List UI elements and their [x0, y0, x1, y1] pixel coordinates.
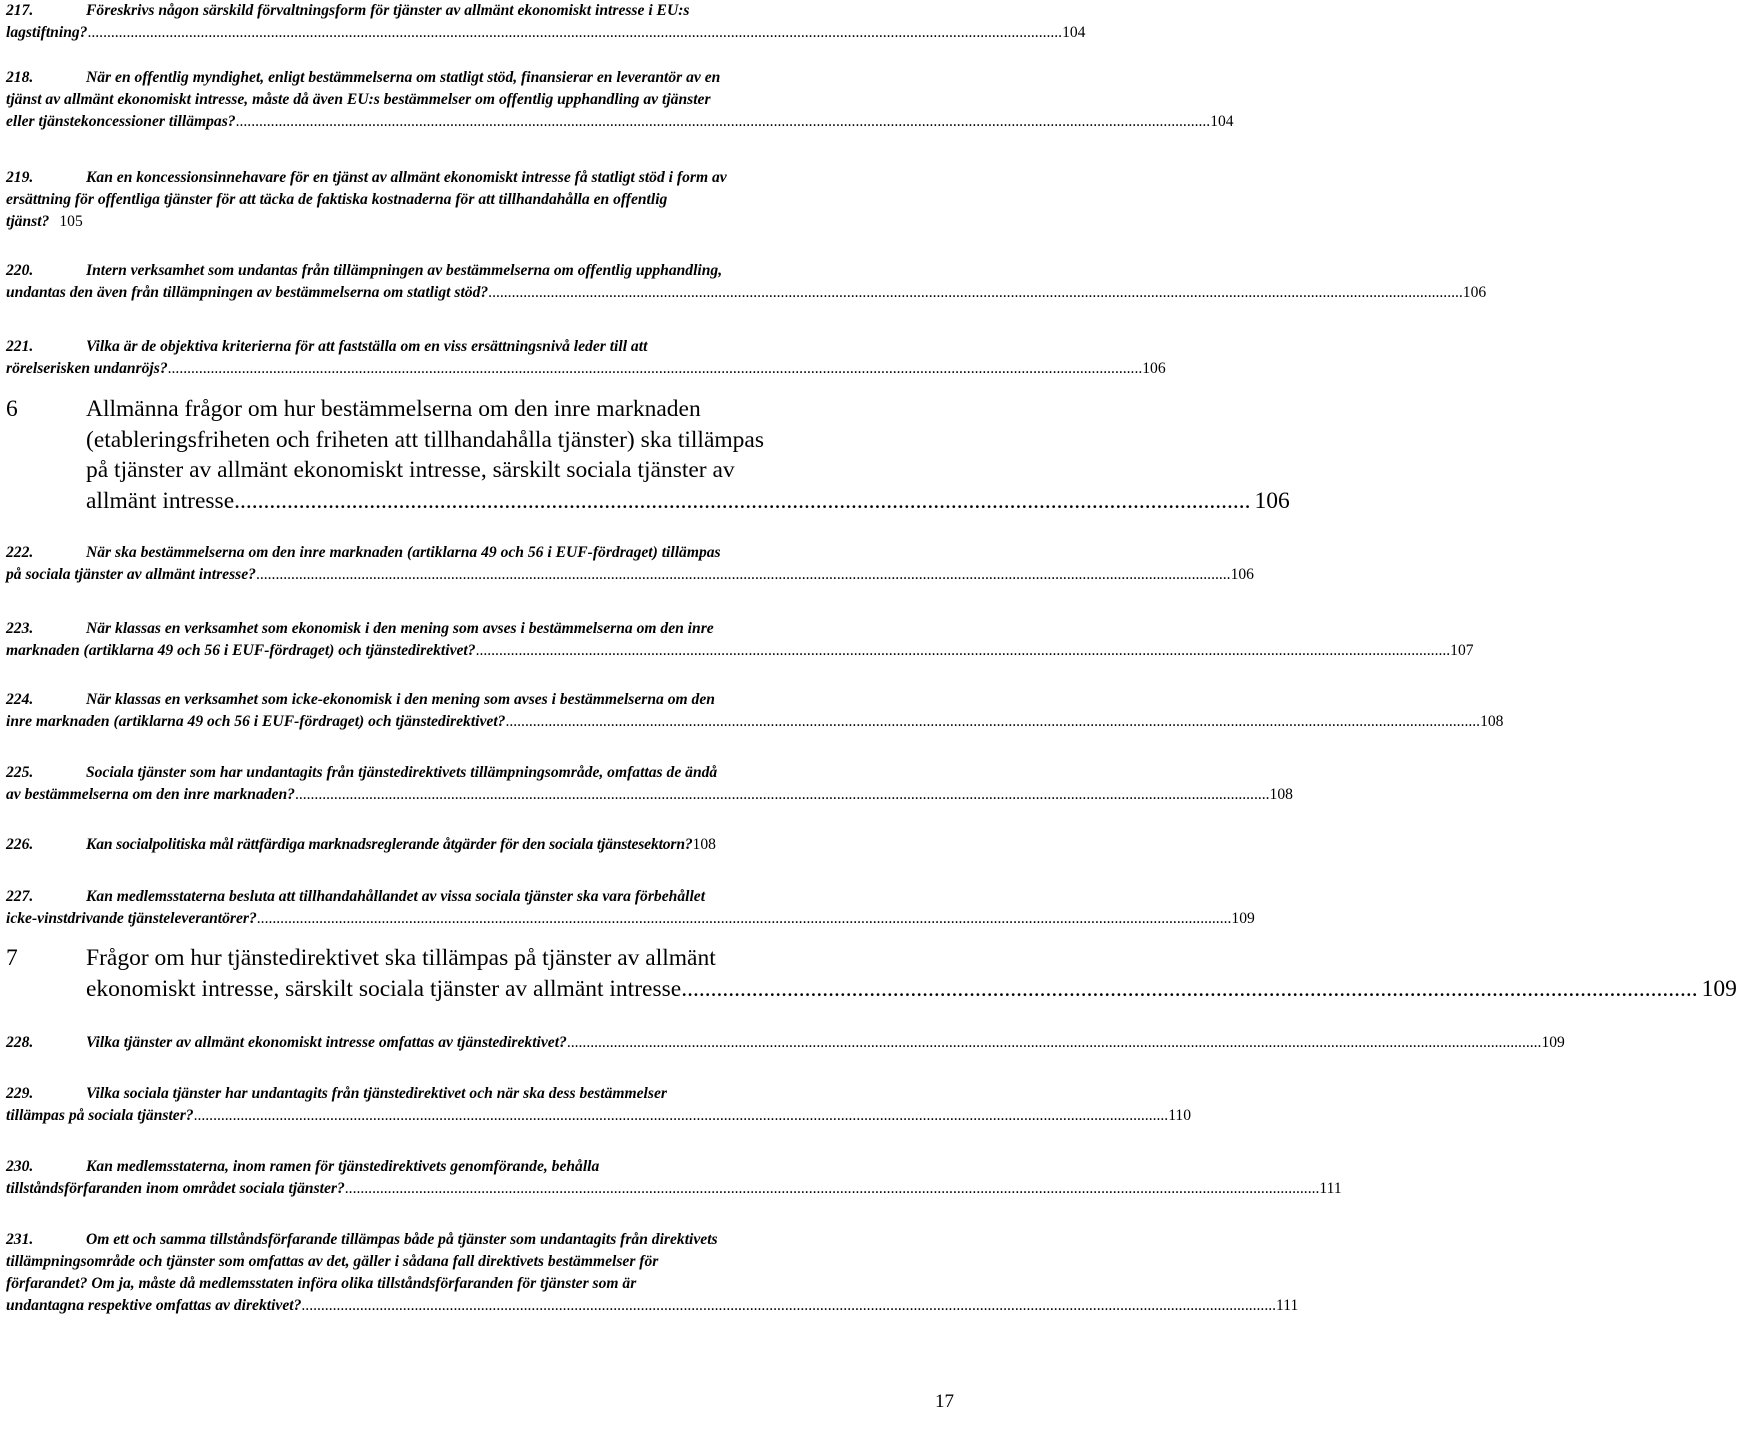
entry-number: 231. — [6, 1231, 34, 1248]
entry-text: Kan medlemsstaterna besluta att tillhandahållandet av vissa sociala tjänster ska vara förbehållet — [86, 888, 706, 905]
section-page-number: 109 — [1701, 975, 1737, 1002]
entry-page-number: 108 — [692, 836, 716, 853]
toc-entry-223[interactable] — [6, 618, 1474, 662]
entry-text: Kan medlemsstaterna, inom ramen för tjänstedirektivets genomförande, behålla — [86, 1158, 600, 1175]
dot-leader: .......................................................................................................................................................................................................................................................... — [87, 24, 1063, 41]
entry-number: 227. — [6, 888, 34, 905]
entry-number: 219. — [6, 169, 34, 186]
section-page-number: 106 — [1254, 487, 1290, 514]
entry-text-last: Kan socialpolitiska mål rättfärdiga marknadsreglerande åtgärder för den sociala tjänstesektorn? — [86, 836, 693, 853]
entry-page-number: 108 — [1269, 786, 1293, 803]
dot-leader: .......................................................................................................................................................................................................................................................... — [193, 1107, 1169, 1124]
entry-page-number: 110 — [1168, 1107, 1191, 1124]
entry-text: tjänst av allmänt ekonomiskt intresse, måste då även EU:s bestämmelser om offentlig upphandling av tjänster — [6, 91, 711, 108]
dot-leader: .......................................................................................................................................................................................................................................................... — [475, 642, 1451, 659]
entry-text: Vilka är de objektiva kriterierna för att fastställa om en viss ersättningsnivå leder till att — [86, 338, 648, 355]
toc-entry-219[interactable] — [6, 167, 876, 233]
entry-text-last: marknaden (artiklarna 49 och 56 i EUF-fördraget) och tjänstedirektivet? — [6, 642, 476, 659]
dot-leader: .......................................................................................................................................................................................................................................................... — [256, 910, 1232, 927]
entry-page-number: 104 — [1210, 113, 1234, 130]
entry-text: tillämpningsområde och tjänster som omfattas av det, gäller i sådana fall direktivets bestämmelser för — [6, 1253, 659, 1270]
toc-entry-230[interactable] — [6, 1156, 1342, 1200]
entry-text-last: rörelserisken undanröjs? — [6, 360, 168, 377]
entry-number: 223. — [6, 620, 34, 637]
toc-entry-225[interactable] — [6, 762, 1293, 806]
toc-entry-218[interactable] — [6, 67, 1234, 133]
toc-entry-222[interactable] — [6, 542, 1254, 586]
toc-section-6[interactable] — [6, 394, 1290, 516]
section-title-last: ekonomiskt intresse, särskilt sociala tjänster av allmänt intresse — [86, 975, 682, 1002]
entry-text: Sociala tjänster som har undantagits från tjänstedirektivets tillämpningsområde, omfattas de ändå — [86, 764, 718, 781]
entry-page-number: 106 — [1230, 566, 1254, 583]
section-number: 6 — [6, 396, 18, 422]
entry-number: 226. — [6, 836, 34, 853]
entry-text-last: undantagna respektive omfattas av direktivet? — [6, 1297, 302, 1314]
section-title-last: allmänt intresse — [86, 487, 235, 514]
entry-text-last: icke-vinstdrivande tjänsteleverantörer? — [6, 910, 257, 927]
entry-page-number: 107 — [1450, 642, 1474, 659]
entry-number: 225. — [6, 764, 34, 781]
entry-text-last: tillståndsförfaranden inom området sociala tjänster? — [6, 1180, 345, 1197]
entry-page-number: 105 — [59, 213, 83, 230]
toc-entry-231[interactable] — [6, 1229, 1299, 1317]
entry-number: 224. — [6, 691, 34, 708]
entry-number: 220. — [6, 262, 34, 279]
entry-page-number: 106 — [1142, 360, 1166, 377]
entry-number: 217. — [6, 2, 34, 19]
entry-text-last: inre marknaden (artiklarna 49 och 56 i EUF-fördraget) och tjänstedirektivet? — [6, 713, 506, 730]
entry-number: 229. — [6, 1085, 34, 1102]
toc-entry-226[interactable] — [6, 834, 896, 856]
dot-leader: .......................................................................................................................................................................................................................................................... — [301, 1297, 1277, 1314]
entry-text: förfarandet? Om ja, måste då medlemsstaten införa olika tillståndsförfaranden för tjänster som är — [6, 1275, 637, 1292]
toc-entry-227[interactable] — [6, 886, 1255, 930]
section-title: Allmänna frågor om hur bestämmelserna om den inre marknaden — [86, 396, 701, 422]
entry-page-number: 111 — [1276, 1297, 1299, 1314]
entry-text: Föreskrivs någon särskild förvaltningsform för tjänster av allmänt ekonomiskt intresse i EU:s — [86, 2, 690, 19]
dot-leader: .......................................................................................................................................................................................................................................................... — [167, 360, 1143, 377]
section-title: Frågor om hur tjänstedirektivet ska tillämpas på tjänster av allmänt — [86, 945, 716, 971]
entry-page-number: 108 — [1480, 713, 1504, 730]
entry-text-last: på sociala tjänster av allmänt intresse? — [6, 566, 256, 583]
footer-page-number: 17 — [935, 1391, 954, 1412]
toc-section-7[interactable] — [6, 943, 1737, 1004]
entry-text: Om ett och samma tillståndsförfarande tillämpas både på tjänster som undantagits från direktivets — [86, 1231, 718, 1248]
section-title: (etableringsfriheten och friheten att tillhandahålla tjänster) ska tillämpas — [86, 426, 764, 453]
entry-text-last: lagstiftning? — [6, 24, 88, 41]
toc-entry-224[interactable] — [6, 689, 1504, 733]
toc-entry-221[interactable] — [6, 336, 1166, 380]
entry-text-last: av bestämmelserna om den inre marknaden? — [6, 786, 295, 803]
entry-number: 230. — [6, 1158, 34, 1175]
entry-number: 221. — [6, 338, 34, 355]
entry-text-last: tjänst? — [6, 213, 50, 230]
toc-entry-220[interactable] — [6, 260, 1487, 304]
entry-text: När klassas en verksamhet som icke-ekonomisk i den mening som avses i bestämmelserna om den — [86, 691, 715, 708]
entry-page-number: 104 — [1062, 24, 1086, 41]
dot-leader: .......................................................................................................................................................................................................................................................... — [294, 786, 1270, 803]
entry-number: 218. — [6, 69, 34, 86]
entry-number: 228. — [6, 1034, 34, 1051]
dot-leader: .......................................................................................................................................................................................................................................................... — [344, 1180, 1320, 1197]
entry-page-number: 106 — [1462, 284, 1487, 301]
dot-leader: .......................................................................................................................................................................................................................................................... — [566, 1034, 1542, 1051]
entry-text-last: eller tjänstekoncessioner tillämpas? — [6, 113, 236, 130]
entry-text-last: tillämpas på sociala tjänster? — [6, 1107, 194, 1124]
entry-page-number: 109 — [1541, 1034, 1565, 1051]
dot-leader: .......................................................................................................................................................................................................................................................... — [488, 284, 1463, 301]
entry-page-number: 109 — [1231, 910, 1255, 927]
dot-leader: .......................................................................................................................................................................................................................................................... — [235, 113, 1211, 130]
section-title: på tjänster av allmänt ekonomiskt intresse, särskilt sociala tjänster av — [86, 457, 735, 483]
toc-entry-228[interactable] — [6, 1032, 1565, 1054]
entry-text-last: Vilka tjänster av allmänt ekonomiskt intresse omfattas av tjänstedirektivet? — [86, 1034, 567, 1051]
entry-text: När ska bestämmelserna om den inre marknaden (artiklarna 49 och 56 i EUF-fördraget) tillämpas — [86, 544, 721, 561]
entry-text: När klassas en verksamhet som ekonomisk i den mening som avses i bestämmelserna om den inre — [86, 620, 714, 637]
toc-entry-217[interactable] — [6, 0, 1086, 44]
entry-number: 222. — [6, 544, 34, 561]
entry-text: Vilka sociala tjänster har undantagits från tjänstedirektivet och när ska dess bestämmelser — [86, 1085, 667, 1102]
section-number: 7 — [6, 945, 18, 971]
entry-page-number: 111 — [1319, 1180, 1342, 1197]
dot-leader: ............................................................................................................................................................................. — [234, 487, 1251, 514]
dot-leader: .......................................................................................................................................................................................................................................................... — [505, 713, 1481, 730]
toc-entry-229[interactable] — [6, 1083, 1191, 1127]
dot-leader: .......................................................................................................................................................................................................................................................... — [255, 566, 1231, 583]
dot-leader: ............................................................................................................................................................................. — [681, 975, 1698, 1002]
entry-text-last: undantas den även från tillämpningen av bestämmelserna om statligt stöd? — [6, 284, 489, 301]
entry-text: Kan en koncessionsinnehavare för en tjänst av allmänt ekonomiskt intresse få statligt stöd i form av — [86, 169, 727, 186]
entry-text: ersättning för offentliga tjänster för att täcka de faktiska kostnaderna för att tillhandahålla en offentlig — [6, 191, 668, 208]
entry-text: När en offentlig myndighet, enligt bestämmelserna om statligt stöd, finansierar en leverantör av en — [86, 69, 721, 86]
entry-text: Intern verksamhet som undantas från tillämpningen av bestämmelserna om offentlig upphandling, — [86, 262, 723, 279]
